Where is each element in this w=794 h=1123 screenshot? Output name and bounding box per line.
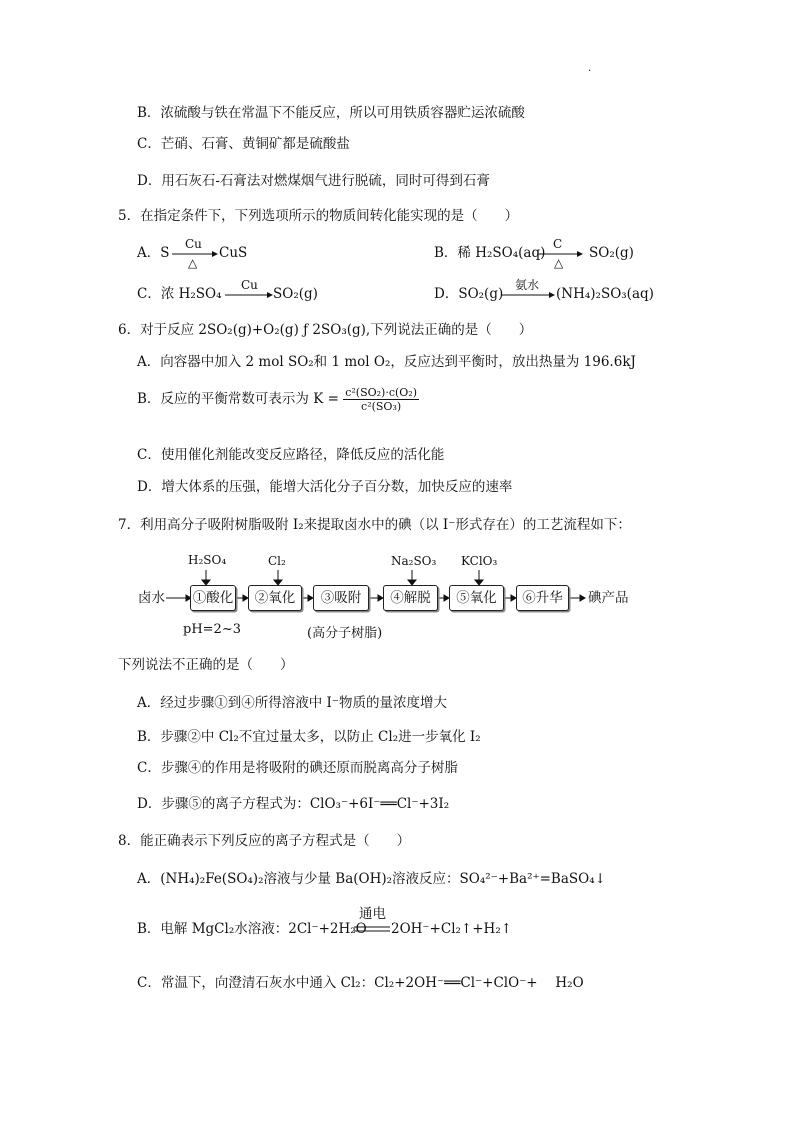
q7-reagent-cl2: Cl₂ <box>268 554 286 568</box>
q7-option-c: C．步骤④的作用是将吸附的碘还原而脱离高分子树脂 <box>137 760 458 776</box>
q6-option-d: D．增大体系的压强，能增大活化分子百分数，加快反应的速率 <box>137 479 513 495</box>
q5-b-condition-top: C <box>553 237 563 251</box>
q8-b-right: 2OH⁻+Cl₂↑+H₂↑ <box>391 921 513 937</box>
q8-option-c: C．常温下，向澄清石灰水中通入 Cl₂：Cl₂+2OH⁻══Cl⁻+ClO⁻+ H₂O <box>137 975 584 991</box>
q7-note-ph: pH=2~3 <box>183 622 241 637</box>
q8-b-condition: 通电 <box>359 906 386 922</box>
q5-a-right: CuS <box>219 245 248 261</box>
q8-b-left: B．电解 MgCl₂水溶液：2Cl⁻+2H₂O <box>137 921 367 937</box>
q7-note-resin: (高分子树脂) <box>307 626 383 641</box>
q5-stem: 5．在指定条件下，下列选项所示的物质间转化能实现的是（ ） <box>118 208 519 224</box>
q8-b-equals-icon <box>354 926 390 932</box>
q6-option-b <box>137 386 419 413</box>
q7-flow-end: 碘产品 <box>588 590 629 606</box>
q4-option-d: D．用石灰石-石膏法对燃煤烟气进行脱硫，同时可得到石膏 <box>137 173 490 189</box>
q6-option-a: A．向容器中加入 2 mol SO₂和 1 mol O₂，反应达到平衡时，放出热量为 196.6kJ <box>137 354 636 370</box>
q5-c-left: C．浓 H₂SO₄ <box>137 286 222 302</box>
q6-stem: 6．对于反应 2SO₂(g)+O₂(g) ƒ 2SO₃(g),下列说法正确的是（ ） <box>118 322 533 338</box>
q7-option-a: A．经过步骤①到④所得溶液中 I⁻物质的量浓度增大 <box>137 695 447 711</box>
q5-b-right: SO₂(g) <box>589 245 634 261</box>
q5-a-left: A．S <box>137 245 170 261</box>
q7-option-d: D．步骤⑤的离子方程式为：ClO₃⁻+6I⁻══Cl⁻+3I₂ <box>137 796 450 812</box>
q8-option-a: A．(NH₄)₂Fe(SO₄)₂溶液与少量 Ba(OH)₂溶液反应：SO₄²⁻+Ba²⁺=BaSO₄↓ <box>137 871 606 887</box>
q5-b-left: B．稀 H₂SO₄(aq) <box>434 245 546 261</box>
q7-step-3: ③吸附 <box>313 585 369 611</box>
q6-b-fraction <box>343 386 419 413</box>
q7-stem: 7．利用高分子吸附树脂吸附 I₂来提取卤水中的碘（以 I⁻形式存在）的工艺流程如下： <box>118 517 631 533</box>
q5-c-right: SO₂(g) <box>273 286 318 302</box>
q5-d-condition-top: 氨水 <box>515 278 540 292</box>
q7-step-5: ⑤氧化 <box>449 585 504 611</box>
q8-stem: 8．能正确表示下列反应的离子方程式是（ ） <box>118 833 411 849</box>
q7-step-2: ②氧化 <box>248 585 302 611</box>
q7-step-4: ④解脱 <box>383 585 438 611</box>
q4-option-c: C．芒硝、石膏、黄铜矿都是硫酸盐 <box>137 136 350 152</box>
q7-step-1: ①酸化 <box>190 585 236 611</box>
q6-b-denominator: c²(SO₃) <box>361 400 402 413</box>
q5-d-left: D．SO₂(g) <box>434 286 504 302</box>
q6-b-numerator: c²(SO₂)·c(O₂) <box>345 386 417 399</box>
q6-option-c: C．使用催化剂能改变反应路径，降低反应的活化能 <box>137 447 445 463</box>
q5-d-right: (NH₄)₂SO₃(aq) <box>556 286 654 302</box>
q7-flow-start: 卤水 <box>138 590 165 606</box>
q7-reagent-kclo3: KClO₃ <box>461 554 498 568</box>
q5-d-arrow-icon <box>501 291 555 299</box>
q7-reagent-na2so3: Na₂SO₃ <box>391 554 437 568</box>
page-mark: . <box>588 63 592 74</box>
q5-c-arrow-icon <box>225 291 273 299</box>
q6-b-prefix: B．反应的平衡常数可表示为 K = <box>137 391 339 407</box>
q5-b-condition-bottom: △ <box>554 256 564 270</box>
q5-c-condition-top: Cu <box>241 278 258 292</box>
q7-step-6: ⑥升华 <box>516 585 569 611</box>
q7-reagent-h2so4: H₂SO₄ <box>188 553 227 567</box>
q7-option-b: B．步骤②中 Cl₂不宜过量太多，以防止 Cl₂进一步氧化 I₂ <box>137 729 481 745</box>
q5-a-condition-top: Cu <box>185 237 202 251</box>
q7-question: 下列说法不正确的是（ ） <box>118 657 294 673</box>
q4-option-b: B．浓硫酸与铁在常温下不能反应，所以可用铁质容器贮运浓硫酸 <box>137 105 525 121</box>
q5-a-condition-bottom: △ <box>188 256 198 270</box>
